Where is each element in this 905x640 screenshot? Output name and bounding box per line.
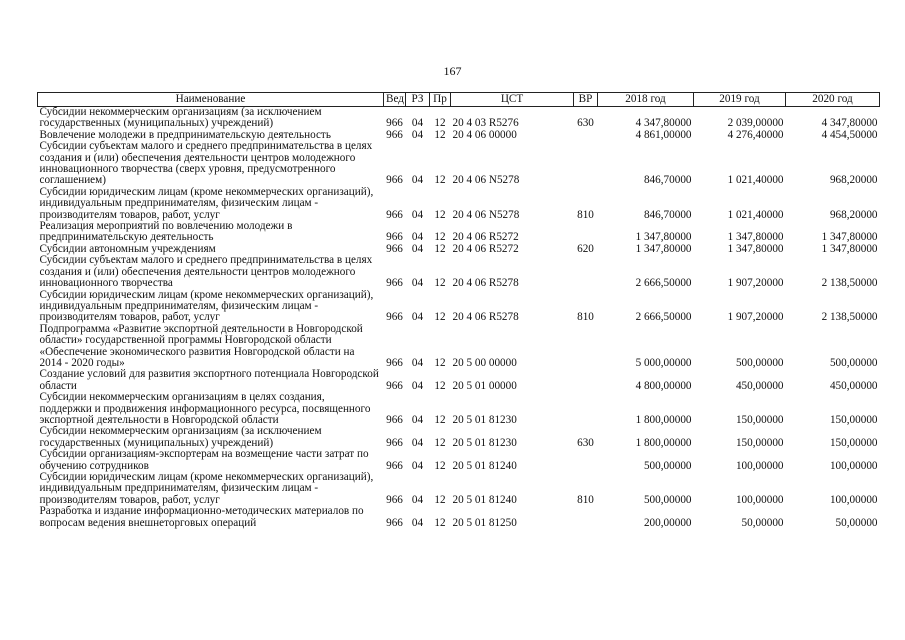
row-rz: 04 [411, 277, 424, 290]
row-amount-2018: 4 861,00000 [635, 128, 692, 141]
row-amount-2018: 500,00000 [643, 493, 692, 506]
row-pr: 12 [434, 379, 446, 392]
row-rz: 04 [411, 128, 424, 141]
row-rz: 04 [411, 413, 424, 426]
row-amount-2018: 2 666,50000 [635, 277, 692, 290]
row-amount-2019: 1 347,80000 [727, 231, 784, 244]
table-row [38, 187, 880, 221]
row-amount-2018: 4 347,80000 [635, 117, 692, 130]
row-cst: 20 5 00 00000 [452, 356, 517, 369]
row-amount-2018: 1 800,00000 [635, 413, 692, 426]
row-amount-2020: 968,20000 [829, 208, 878, 221]
row-cst: 20 4 03 R5276 [452, 117, 519, 130]
row-pr: 12 [434, 493, 446, 506]
row-cst: 20 4 06 N5278 [452, 174, 520, 187]
row-ved: 966 [386, 413, 403, 426]
row-cst: 20 4 06 R5278 [452, 311, 519, 324]
table-header-row [38, 93, 880, 107]
row-vr [574, 506, 598, 529]
table-body [38, 107, 880, 530]
row-amount-2020: 500,00000 [829, 356, 878, 369]
row-amount-2018: 4 800,00000 [635, 379, 692, 392]
row-ved: 966 [386, 493, 403, 506]
row-ved: 966 [386, 128, 403, 141]
row-vr [574, 324, 598, 370]
row-amount-2019: 2 039,00000 [727, 117, 784, 130]
row-ved: 966 [386, 208, 403, 221]
row-rz: 04 [411, 493, 424, 506]
row-ved: 966 [386, 174, 403, 187]
row-pr: 12 [434, 413, 446, 426]
table-row [38, 369, 880, 392]
row-amount-2018: 500,00000 [643, 459, 692, 472]
row-ved: 966 [386, 516, 403, 529]
row-amount-2020: 150,00000 [829, 413, 878, 426]
row-pr: 12 [434, 277, 446, 290]
row-ved: 966 [386, 379, 403, 392]
row-ved: 966 [386, 436, 403, 449]
row-vr [574, 130, 598, 141]
row-pr: 12 [434, 174, 446, 187]
table-row [38, 426, 880, 449]
row-amount-2019: 150,00000 [735, 436, 784, 449]
row-ved: 966 [386, 356, 403, 369]
row-vr [574, 449, 598, 472]
row-cst: 20 4 06 00000 [452, 128, 517, 141]
column-header-cst: ЦСТ [451, 93, 574, 107]
row-amount-2020: 4 347,80000 [821, 117, 878, 130]
row-vr: 630 [577, 436, 594, 449]
row-cst: 20 5 01 81250 [452, 516, 517, 529]
row-name: Вовлечение молодежи в предпринимательскую деятельность [39, 128, 331, 141]
row-pr: 12 [434, 516, 446, 529]
row-name: Реализация мероприятий по вовлечению молодежи в предпринимательскую деятельность [39, 220, 293, 244]
row-amount-2019: 50,00000 [741, 516, 784, 529]
row-amount-2020: 968,20000 [829, 174, 878, 187]
row-cst: 20 4 06 R5272 [452, 242, 519, 255]
row-pr: 12 [434, 436, 446, 449]
row-name: Подпрограмма «Развитие экспортной деятельности в Новгородской области» государственной программы Новгородской области «Обеспечение экономического развития Новгородской области на 2014 - 2020 годы» [39, 322, 363, 369]
row-amount-2020: 4 454,50000 [821, 128, 878, 141]
column-header-name: Наименование [38, 93, 384, 107]
row-rz: 04 [411, 117, 424, 130]
row-pr: 12 [434, 459, 446, 472]
row-cst: 20 5 01 81230 [452, 413, 517, 426]
row-pr: 12 [434, 117, 446, 130]
table-row [38, 290, 880, 324]
column-header-2018: 2018 год [598, 93, 694, 107]
row-vr: 630 [577, 117, 594, 130]
column-header-2019: 2019 год [694, 93, 786, 107]
row-amount-2019: 1 907,20000 [727, 277, 784, 290]
row-name: Разработка и издание информационно-методических материалов по вопросам ведения внешнеторговых операций [39, 505, 364, 529]
row-vr [574, 141, 598, 187]
row-amount-2019: 1 907,20000 [727, 311, 784, 324]
column-header-pr: Пр [430, 93, 451, 107]
row-pr: 12 [434, 242, 446, 255]
row-pr: 12 [434, 231, 446, 244]
page-number: 167 [443, 64, 462, 78]
row-amount-2019: 100,00000 [735, 459, 784, 472]
row-amount-2018: 1 347,80000 [635, 242, 692, 255]
table-row [38, 107, 880, 130]
row-name: Субсидии субъектам малого и среднего предпринимательства в целях создания и (или) обеспечения деятельности центров молодежного инновационного творчества (сверх уровня, предусмотренного соглашением) [39, 140, 373, 187]
row-rz: 04 [411, 311, 424, 324]
row-name: Субсидии юридическим лицам (кроме некоммерческих организаций), индивидуальным предпринимателям, физическим лицам - производителям товаров, работ, услуг [39, 471, 374, 506]
row-rz: 04 [411, 174, 424, 187]
row-name: Субсидии некоммерческим организациям (за исключением государственных (муниципальных) учреждений) [39, 106, 322, 130]
row-cst: 20 5 01 81230 [452, 436, 517, 449]
table-row [38, 506, 880, 529]
row-ved: 966 [386, 242, 403, 255]
row-ved: 966 [386, 459, 403, 472]
row-amount-2020: 100,00000 [829, 493, 878, 506]
row-amount-2019: 1 021,40000 [727, 208, 784, 221]
row-rz: 04 [411, 231, 424, 244]
row-name: Создание условий для развития экспортного потенциала Новгородской области [39, 368, 379, 392]
row-amount-2020: 150,00000 [829, 436, 878, 449]
row-rz: 04 [411, 379, 424, 392]
row-ved: 966 [386, 117, 403, 130]
table-row [38, 141, 880, 187]
column-header-vr: ВР [574, 93, 598, 107]
row-vr: 810 [577, 493, 594, 506]
row-amount-2018: 200,00000 [643, 516, 692, 529]
row-vr: 810 [577, 208, 594, 221]
row-cst: 20 4 06 R5272 [452, 231, 519, 244]
table-row [38, 472, 880, 506]
row-pr: 12 [434, 356, 446, 369]
row-amount-2020: 2 138,50000 [821, 311, 878, 324]
row-amount-2019: 100,00000 [735, 493, 784, 506]
row-ved: 966 [386, 311, 403, 324]
row-amount-2018: 1 800,00000 [635, 436, 692, 449]
row-amount-2018: 1 347,80000 [635, 231, 692, 244]
row-rz: 04 [411, 242, 424, 255]
row-cst: 20 5 01 81240 [452, 493, 517, 506]
row-ved: 966 [386, 277, 403, 290]
row-vr: 620 [577, 242, 594, 255]
row-amount-2019: 1 021,40000 [727, 174, 784, 187]
row-vr [574, 392, 598, 426]
column-header-2020: 2020 год [786, 93, 880, 107]
row-ved: 966 [386, 231, 403, 244]
row-amount-2019: 150,00000 [735, 413, 784, 426]
row-cst: 20 5 01 00000 [452, 379, 517, 392]
row-pr: 12 [434, 128, 446, 141]
row-vr: 810 [577, 311, 594, 324]
row-pr: 12 [434, 311, 446, 324]
table-row [38, 221, 880, 244]
row-name: Субсидии автономным учреждениям [39, 242, 216, 255]
row-rz: 04 [411, 356, 424, 369]
row-amount-2019: 4 276,40000 [727, 128, 784, 141]
column-header-rz: РЗ [406, 93, 430, 107]
table-row [38, 392, 880, 426]
row-amount-2019: 1 347,80000 [727, 242, 784, 255]
row-amount-2020: 1 347,80000 [821, 242, 878, 255]
row-amount-2020: 1 347,80000 [821, 231, 878, 244]
row-amount-2020: 2 138,50000 [821, 277, 878, 290]
table-row [38, 324, 880, 370]
row-name: Субсидии организациям-экспортерам на возмещение части затрат по обучению сотрудников [39, 448, 369, 472]
row-amount-2018: 2 666,50000 [635, 311, 692, 324]
row-amount-2019: 450,00000 [735, 379, 784, 392]
row-rz: 04 [411, 208, 424, 221]
row-amount-2020: 100,00000 [829, 459, 878, 472]
row-amount-2020: 450,00000 [829, 379, 878, 392]
row-amount-2020: 50,00000 [835, 516, 878, 529]
row-name: Субсидии юридическим лицам (кроме некоммерческих организаций), индивидуальным предпринимателям, физическим лицам - производителям товаров, работ, услуг [39, 288, 374, 324]
row-name: Субсидии субъектам малого и среднего предпринимательства в целях создания и (или) обеспечения деятельности центров молодежного инновационного творчества [39, 254, 373, 290]
row-cst: 20 5 01 81240 [452, 459, 517, 472]
row-amount-2019: 500,00000 [735, 356, 784, 369]
row-rz: 04 [411, 516, 424, 529]
row-rz: 04 [411, 459, 424, 472]
row-cst: 20 4 06 N5278 [452, 208, 520, 221]
row-vr [574, 369, 598, 392]
row-vr [574, 221, 598, 244]
row-amount-2018: 5 000,00000 [635, 356, 692, 369]
row-name: Субсидии некоммерческим организациям (за исключением государственных (муниципальных) учреждений) [39, 425, 322, 449]
row-cst: 20 4 06 R5278 [452, 277, 519, 290]
row-pr: 12 [434, 208, 446, 221]
column-header-ved: Вед [384, 93, 406, 107]
row-amount-2018: 846,70000 [643, 174, 692, 187]
table-row [38, 255, 880, 289]
row-rz: 04 [411, 436, 424, 449]
row-name: Субсидии юридическим лицам (кроме некоммерческих организаций), индивидуальным предпринимателям, физическим лицам - производителям товаров, работ, услуг [39, 185, 374, 221]
row-vr [574, 255, 598, 289]
row-amount-2018: 846,70000 [643, 208, 692, 221]
table-row [38, 449, 880, 472]
budget-table [37, 92, 880, 529]
row-name: Субсидии некоммерческим организациям в целях создания, поддержки и продвижения информационного ресурса, посвященного экспортной деятельности в Новгородской области [39, 391, 371, 426]
